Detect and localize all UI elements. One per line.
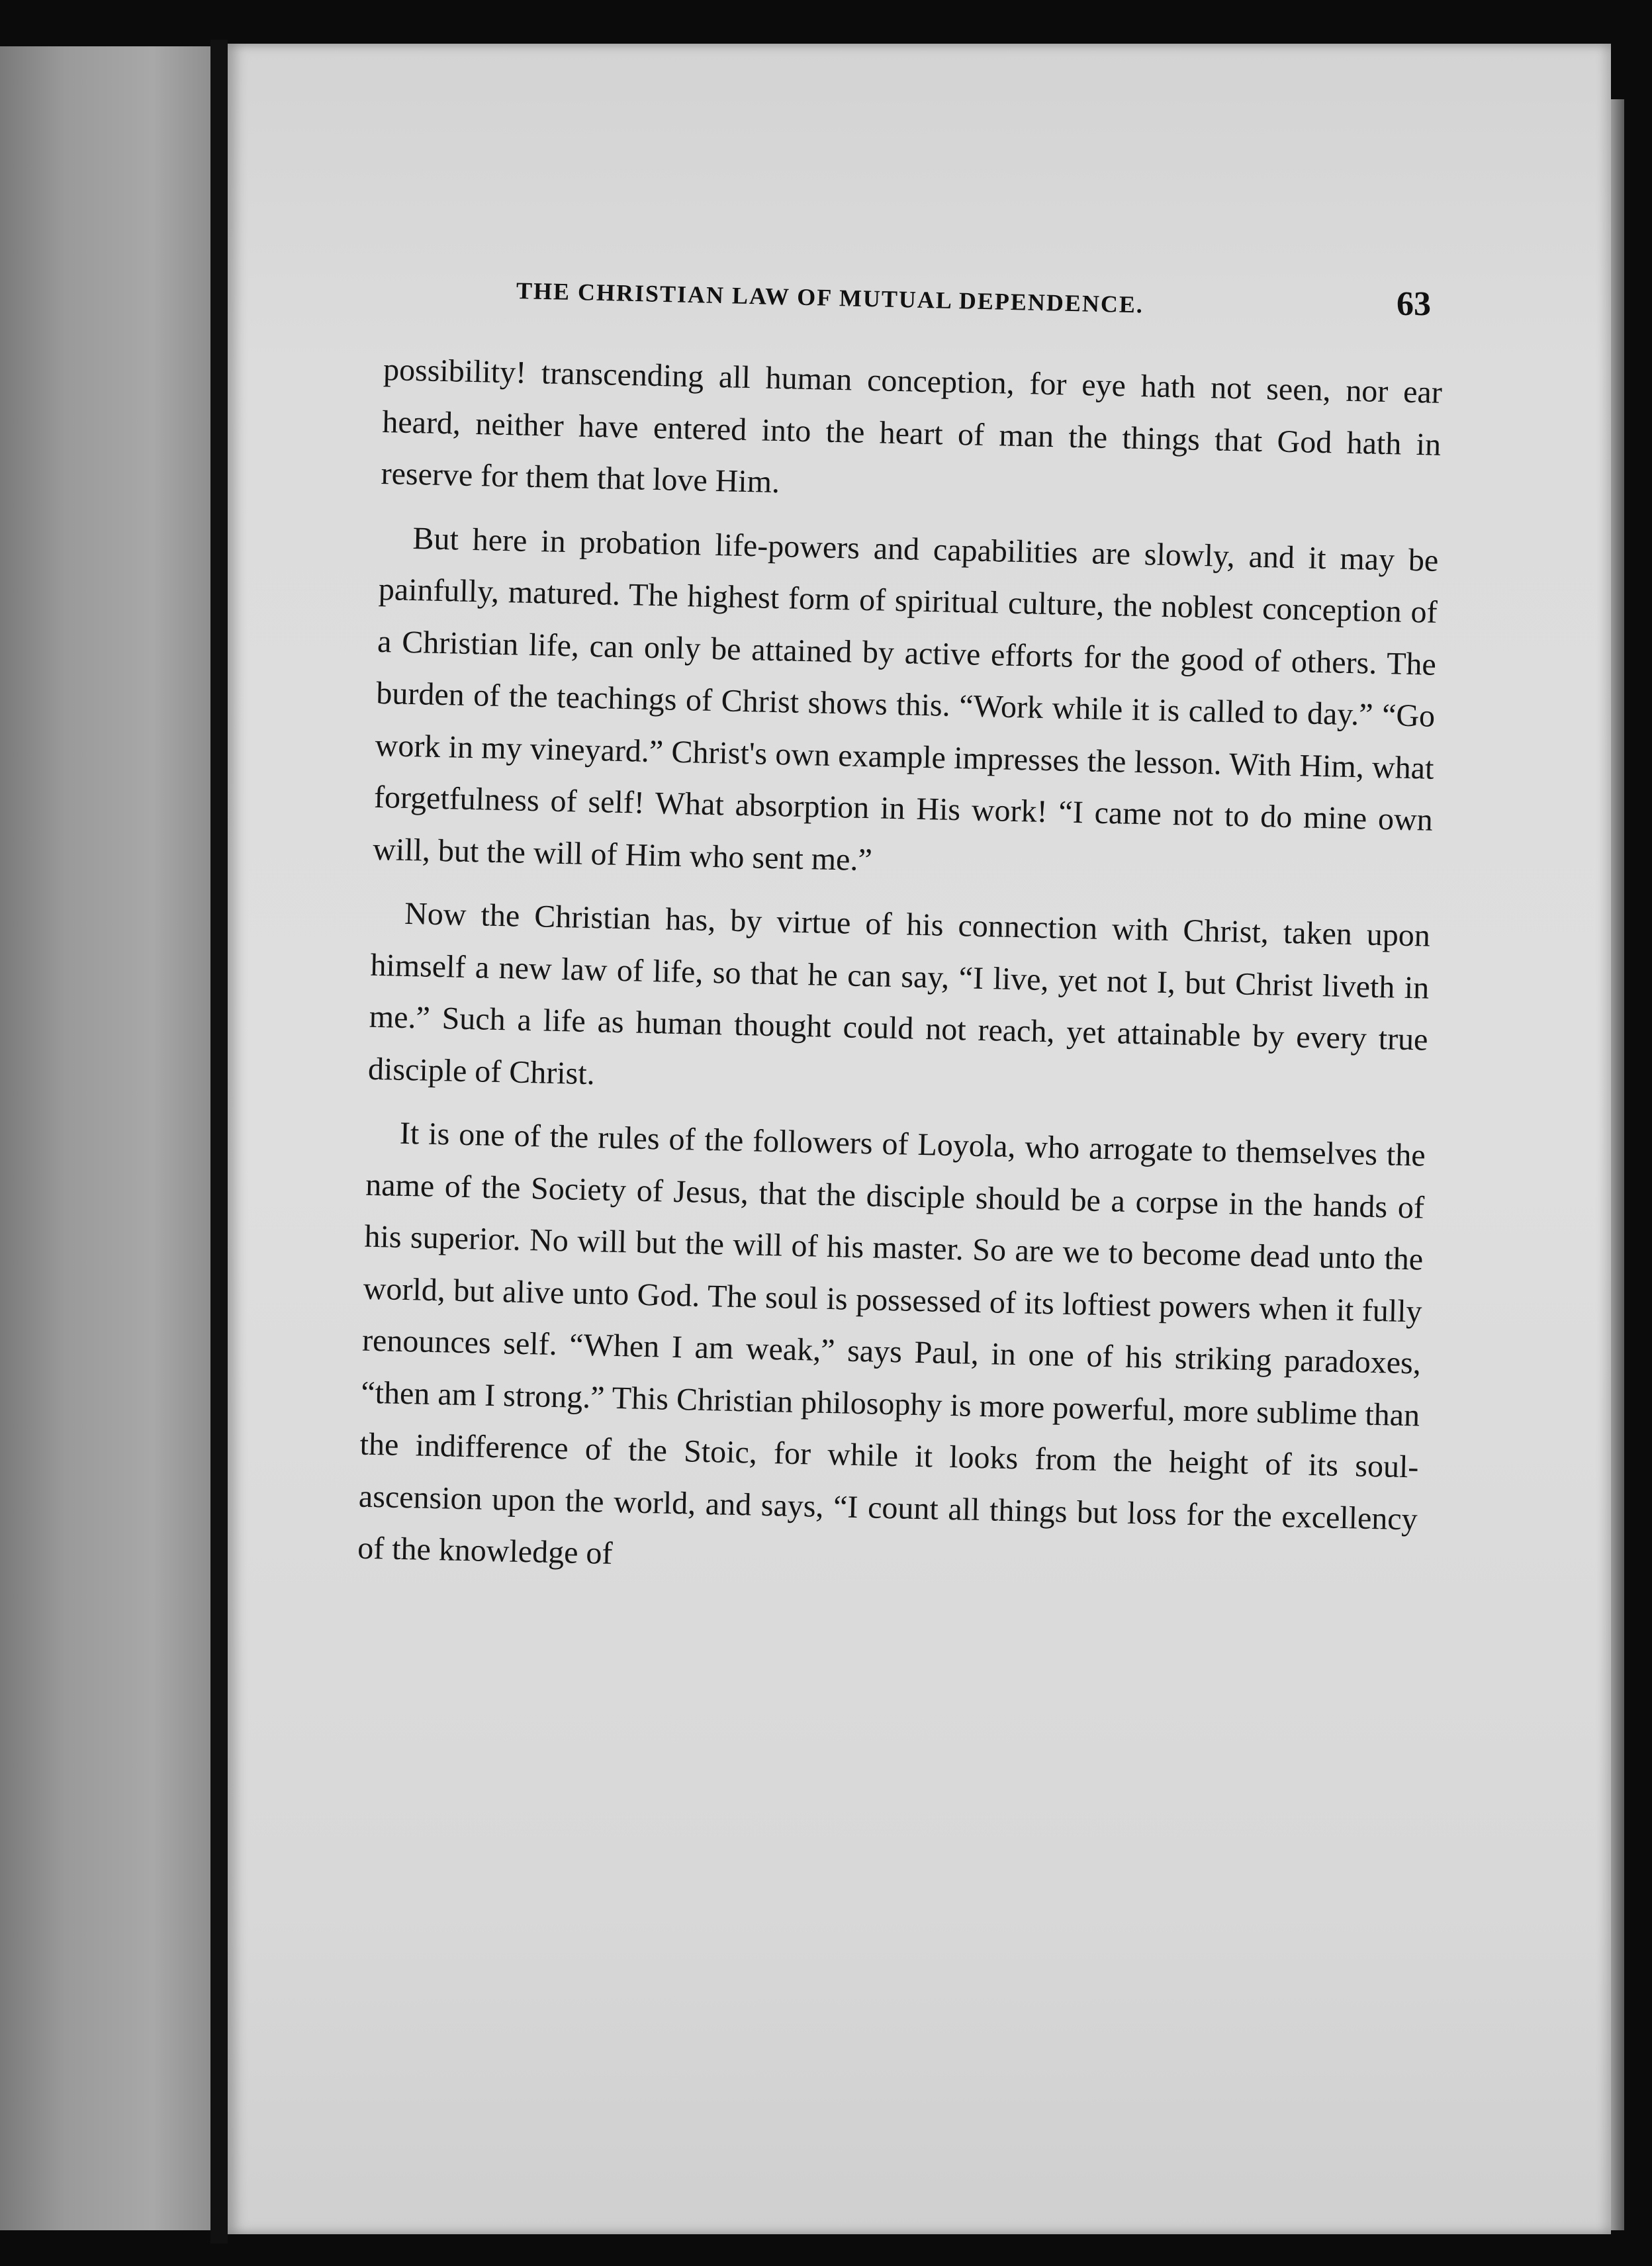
- paragraph-continuation: possibility! transcending all human conception, for eye hath not seen, nor ear heard, neither have entered into the heart of man the things that God hath in reserve for them that love Him.: [381, 351, 1443, 500]
- running-head: THE CHRISTIAN LAW OF MUTUAL DEPENDENCE.: [516, 277, 1144, 318]
- paragraph-new-law: Now the Christian has, by virtue of his connection with Christ, taken upon himself a new law of life, so that he can say, “I live, yet not I, but Christ liveth in me.” Such a life as human thought could not reach, yet attainable by every true disciple of Christ.: [367, 895, 1431, 1091]
- page-edge-shadow: [1611, 99, 1624, 2230]
- paragraph-probation: But here in probation life-powers and capabilities are slowly, and it may be painfully, matured. The highest form of spiritual culture, the noblest conception of a Christian life, can only be attained by active efforts for the good of others. The burden of the teachings of Christ shows this. “Work while it is called to day.” “Go work in my vineyard.” Christ's own example impresses the lesson. With Him, what forgetfulness of self! What absorption in His work! “I came not to do mine own will, but the will of Him who sent me.”: [372, 520, 1439, 878]
- book-gutter: [210, 40, 228, 2243]
- paragraph-loyola: It is one of the rules of the followers of Loyola, who arrogate to themselves the name of the Society of Jesus, that the disciple should be a corpse in the hands of his superior. No will but the will of his master. So are we to become dead unto the world, but alive unto God. The soul is possessed of its loftiest powers when it fully renounces self. “When I am weak,” says Paul, in one of his striking paradoxes, “then am I strong.” This Christian philosophy is more powerful, more sublime than the indifference of the Stoic, for while it looks from the height of its soul-ascension upon the world, and says, “I count all things but loss for the excellency of the knowledge of: [357, 1115, 1426, 1571]
- body-text: [357, 344, 1442, 1598]
- page-number: 63: [1397, 285, 1431, 323]
- facing-page-edge: [0, 46, 218, 2230]
